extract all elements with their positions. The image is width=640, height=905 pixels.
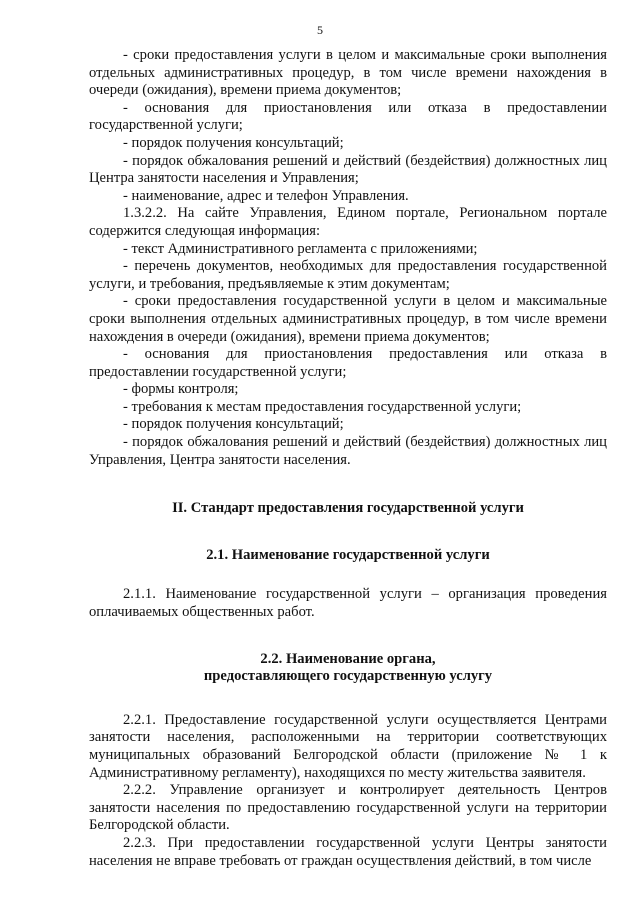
section-2-2-heading — [89, 651, 607, 686]
paragraph: - порядок обжалования решений и действий (бездействия) должностных лиц Центра занятости населения и Управления; — [89, 152, 607, 187]
paragraph: - сроки предоставления государственной услуги в целом и максимальные сроки выполнения отдельных административных процедур, в том числе времени нахождения в очереди (ожидания), времени приема документов; — [89, 293, 607, 345]
paragraph-2-2-3: 2.2.3. При предоставлении государственной услуги Центры занятости населения не вправе требовать от граждан осуществления действий, в том числе — [89, 834, 607, 869]
paragraph-2-2-1: 2.2.1. Предоставление государственной услуги осуществляется Центрами занятости населения, расположенными на территории соответствующих муниципальных образований Белгородской области (приложение № 1 к Административному регламенту), находящихся по месту жительства заявителя. — [89, 711, 607, 781]
page-number: 5 — [317, 23, 323, 37]
paragraph: - сроки предоставления услуги в целом и максимальные сроки выполнения отдельных административных процедур, в том числе времени нахождения в очереди (ожидания), времени приема документов; — [89, 47, 607, 99]
section-2-heading: II. Стандарт предоставления государственной услуги — [172, 500, 524, 517]
paragraph-2-1-1: 2.1.1. Наименование государственной услуги – организация проведения оплачиваемых общественных работ. — [89, 586, 607, 621]
paragraph: - основания для приостановления предоставления или отказа в предоставлении государственной услуги; — [89, 346, 607, 380]
paragraph: - порядок обжалования решений и действий (бездействия) должностных лиц Управления, Центра занятости населения. — [89, 434, 607, 468]
section-2-1-heading: 2.1. Наименование государственной услуги — [206, 546, 490, 563]
section-2-2-heading-line2: предоставляющего государственную услугу — [203, 668, 493, 685]
paragraph-2-2-2: 2.2.2. Управление организует и контролирует деятельность Центров занятости населения по предоставлению государственной услуги на территории Белгородской области. — [89, 782, 607, 834]
paragraph-list — [89, 47, 607, 469]
paragraph: - перечень документов, необходимых для предоставления государственной услуги, и требования, предъявляемые к этим документам; — [89, 258, 607, 292]
paragraph: 1.3.2.2. На сайте Управления, Едином портале, Региональном портале содержится следующая информация: — [89, 205, 607, 239]
paragraph: - требования к местам предоставления государственной услуги; — [123, 398, 522, 415]
document-body — [89, 47, 607, 870]
paragraph: - текст Административного регламента с приложениями; — [123, 240, 478, 257]
paragraph: - основания для приостановления или отказа в предоставлении государственной услуги; — [89, 99, 607, 134]
paragraph: - порядок получения консультаций; — [123, 134, 344, 151]
paragraph: - порядок получения консультаций; — [123, 416, 344, 433]
section-2-2-heading-line1: 2.2. Наименование органа, — [260, 650, 436, 667]
paragraph: - наименование, адрес и телефон Управления. — [123, 187, 409, 204]
paragraph: - формы контроля; — [123, 381, 239, 398]
